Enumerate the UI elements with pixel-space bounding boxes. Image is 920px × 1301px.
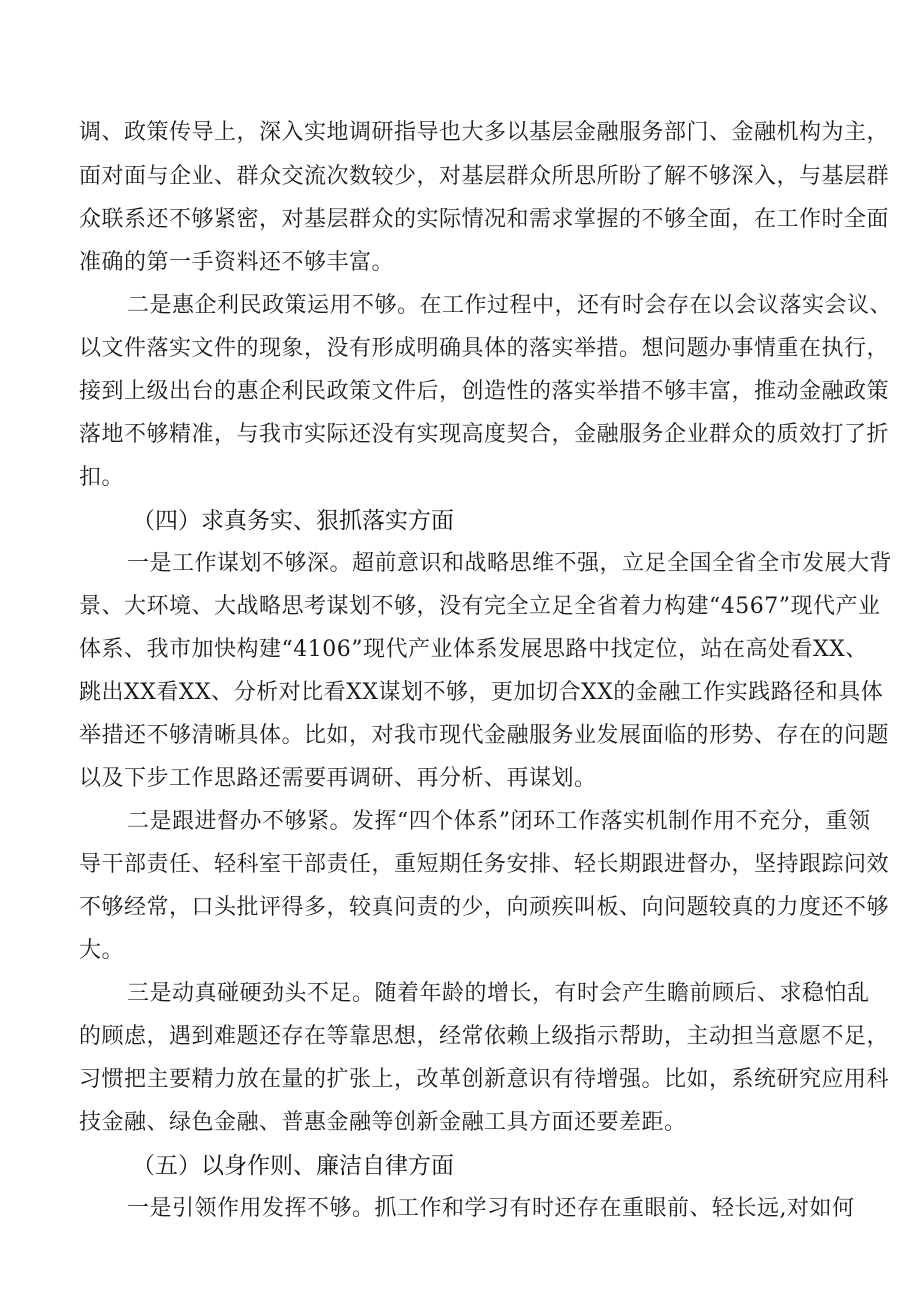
text-line: 众联系还不够紧密，对基层群众的实际情况和需求掌握的不够全面，在工作时全面 (79, 207, 890, 232)
text-line: 一是引领作用发挥不够。抓工作和学习有时还存在重眼前、轻长远,对如何 (127, 1196, 855, 1221)
text-line: 面对面与企业、群众交流次数较少，对基层群众所思所盼了解不够深入，与基层群 (79, 164, 890, 189)
text-line: 景、大环境、大战略思考谋划不够，没有完全立足全省着力构建“4567”现代产业 (79, 594, 881, 619)
text-line: 二是跟进督办不够紧。发挥“四个体系”闭环工作落实机制作用不充分，重领 (127, 809, 871, 834)
text-line: 不够经常，口头批评得多，较真问责的少，向顽疾叫板、向问题较真的力度还不够 (79, 895, 890, 920)
text-line: 举措还不够清晰具体。比如，对我市现代金融服务业发展面临的形势、存在的问题 (79, 723, 890, 748)
text-line: 扣。 (79, 465, 125, 490)
text-line: 调、政策传导上，深入实地调研指导也大多以基层金融服务部门、金融机构为主， (79, 120, 890, 145)
text-line: 习惯把主要精力放在量的扩张上，改革创新意识有待增强。比如，系统研究应用科 (79, 1067, 890, 1092)
text-line: 技金融、绿色金融、普惠金融等创新金融工具方面还要差距。 (79, 1110, 687, 1135)
text-line: 二是惠企利民政策运用不够。在工作过程中，还有时会存在以会议落实会议、 (127, 293, 893, 318)
text-line: 的顾虑，遇到难题还存在等靠思想，经常依赖上级指示帮助，主动担当意愿不足， (79, 1024, 890, 1049)
text-line: 落地不够精准，与我市实际还没有实现高度契合，金融服务企业群众的质效打了折 (79, 422, 890, 447)
section-heading: （五）以身作则、廉洁自律方面 (132, 1153, 454, 1179)
text-line: 准确的第一手资料还不够丰富。 (79, 250, 395, 275)
text-line: 导干部责任、轻科室干部责任，重短期任务安排、轻长期跟进督办，坚持跟踪问效 (79, 852, 890, 877)
text-line: 大。 (79, 938, 125, 963)
section-heading: （四）求真务实、狠抓落实方面 (132, 508, 454, 534)
text-line: 三是动真碰硬劲头不足。随着年龄的增长，有时会产生瞻前顾后、求稳怕乱 (127, 981, 870, 1006)
text-line: 接到上级出台的惠企利民政策文件后，创造性的落实举措不够丰富，推动金融政策 (79, 379, 890, 404)
text-line: 一是工作谋划不够深。超前意识和战略思维不强，立足全国全省全市发展大背 (127, 551, 893, 576)
text-line: 以及下步工作思路还需要再调研、再分析、再谋划。 (79, 766, 597, 791)
text-line: 以文件落实文件的现象，没有形成明确具体的落实举措。想问题办事情重在执行， (79, 336, 890, 361)
text-line: 体系、我市加快构建“4106”现代产业体系发展思路中找定位，站在高处看XX、 (79, 637, 868, 662)
text-line: 跳出XX看XX、分析对比看XX谋划不够，更加切合XX的金融工作实践路径和具体 (79, 680, 884, 705)
